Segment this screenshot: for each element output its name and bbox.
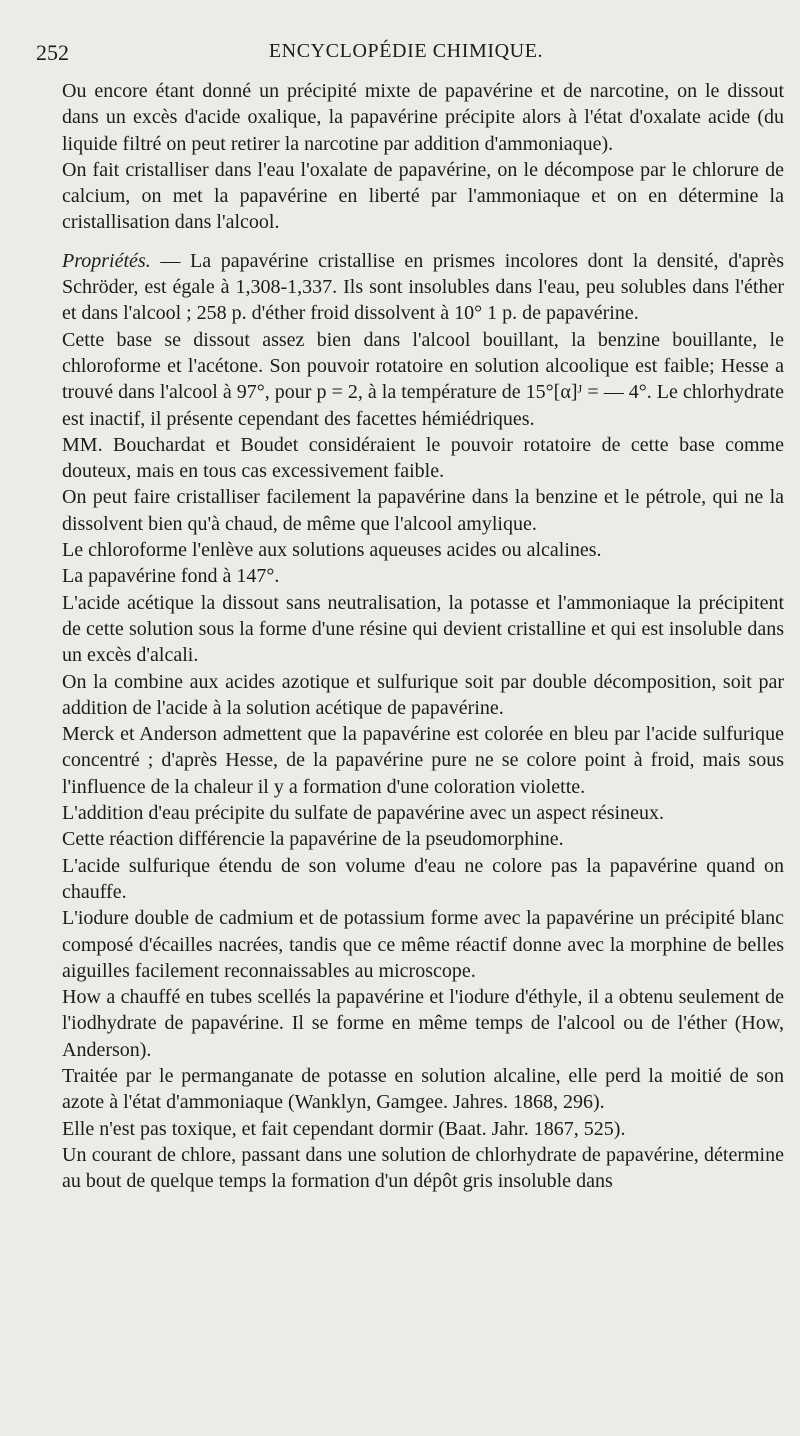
paragraph: On peut faire cristalliser facilement la papavérine dans la benzine et le pétrole, qui ne la dissolvent bien qu'à chaud, de même que l'alcool amylique. — [62, 486, 784, 535]
section-heading: Propriétés. — [62, 249, 151, 272]
paragraph: How a chauffé en tubes scellés la papavérine et l'iodure d'éthyle, il a obtenu seulement de l'iodhydrate de papavérine. Il se forme en même temps de l'alcool ou de l'éther (How, Anderson). — [62, 986, 784, 1061]
paragraph: On fait cristalliser dans l'eau l'oxalate de papavérine, on le décompose par le chlorure de calcium, on met la papavérine en liberté par l'ammoniaque et on en détermine la cristallisation dans l'alcool. — [62, 158, 784, 234]
paragraph: Cette réaction différencie la papavérine de la pseudomorphine. — [62, 828, 564, 851]
paragraph: Elle n'est pas toxique, et fait cependant dormir (Baat. Jahr. 1867, 525). — [62, 1117, 626, 1140]
paragraph: On la combine aux acides azotique et sulfurique soit par double décomposition, soit par addition de l'acide à la solution acétique de papavérine. — [62, 670, 784, 719]
paragraph: L'addition d'eau précipite du sulfate de papavérine avec un aspect résineux. — [62, 802, 664, 825]
paragraph: Traitée par le permanganate de potasse en solution alcaline, elle perd la moitié de son azote à l'état d'ammoniaque (Wanklyn, Gamgee. Jahres. 1868, 296). — [62, 1064, 784, 1114]
paragraph: L'acide acétique la dissout sans neutralisation, la potasse et l'ammoniaque la précipitent de cette solution sous la forme d'une résine qui devient cristalline et qui est insoluble dans un excès d'alcali. — [62, 591, 784, 667]
paragraph: Merck et Anderson admettent que la papavérine est colorée en bleu par l'acide sulfurique concentré ; d'après Hesse, de la papavérine pure ne se colore point à froid, mais sous l'influence de la chaleur il y a formation d'une coloration violette. — [62, 723, 784, 798]
paragraph: Cette base se dissout assez bien dans l'alcool bouillant, la benzine bouillante, le chloroforme et l'acétone. Son pouvoir rotatoire en solution alcoolique est faible; Hesse a trouvé dans l'alcool à 97°, pour p = 2, à la température de 15°[α]ᴶ = — 4°. Le chlorhydrate est inactif, il présente cependant des facettes hémiédriques. — [62, 328, 784, 430]
paragraph: Le chloroforme l'enlève aux solutions aqueuses acides ou alcalines. — [62, 539, 602, 562]
paragraph: Ou encore étant donné un précipité mixte de papavérine et de narcotine, on le dissout dans un excès d'acide oxalique, la papavérine précipite alors à l'état d'oxalate acide (du liquide filtré on peut retirer la narcotine par addition d'ammoniaque). — [62, 80, 784, 155]
page-number: 252 — [36, 40, 69, 65]
paragraph: La papavérine fond à 147°. — [62, 565, 280, 588]
paragraph: Un courant de chlore, passant dans une solution de chlorhydrate de papavérine, détermine au bout de quelque temps la formation d'un dépôt gris insoluble dans — [62, 1143, 784, 1193]
page-header — [36, 40, 776, 70]
paragraph-properties — [62, 248, 784, 327]
paragraph: L'iodure double de cadmium et de potassium forme avec la papavérine un précipité blanc composé d'écailles nacrées, tandis que ce même réactif donne avec la morphine de belles aiguilles facilement reconnaissables au microscope. — [62, 907, 784, 982]
paragraph: MM. Bouchardat et Boudet considéraient le pouvoir rotatoire de cette base comme douteux, mais en tous cas excessivement faible. — [62, 433, 784, 483]
body-text — [62, 78, 784, 1194]
paragraph-text: — La papavérine cristallise en prismes incolores dont la densité, d'après Schröder, est égale à 1,308-1,337. Ils sont insolubles dans l'eau, peu solubles dans l'éther et dans l'alcool ; 258 p. d'éther froid dissolvent à 10° 1 p. de papavérine. — [62, 249, 784, 325]
paragraph: L'acide sulfurique étendu de son volume d'eau ne colore pas la papavérine quand on chauffe. — [62, 854, 784, 903]
running-title: ENCYCLOPÉDIE CHIMIQUE. — [268, 40, 544, 62]
